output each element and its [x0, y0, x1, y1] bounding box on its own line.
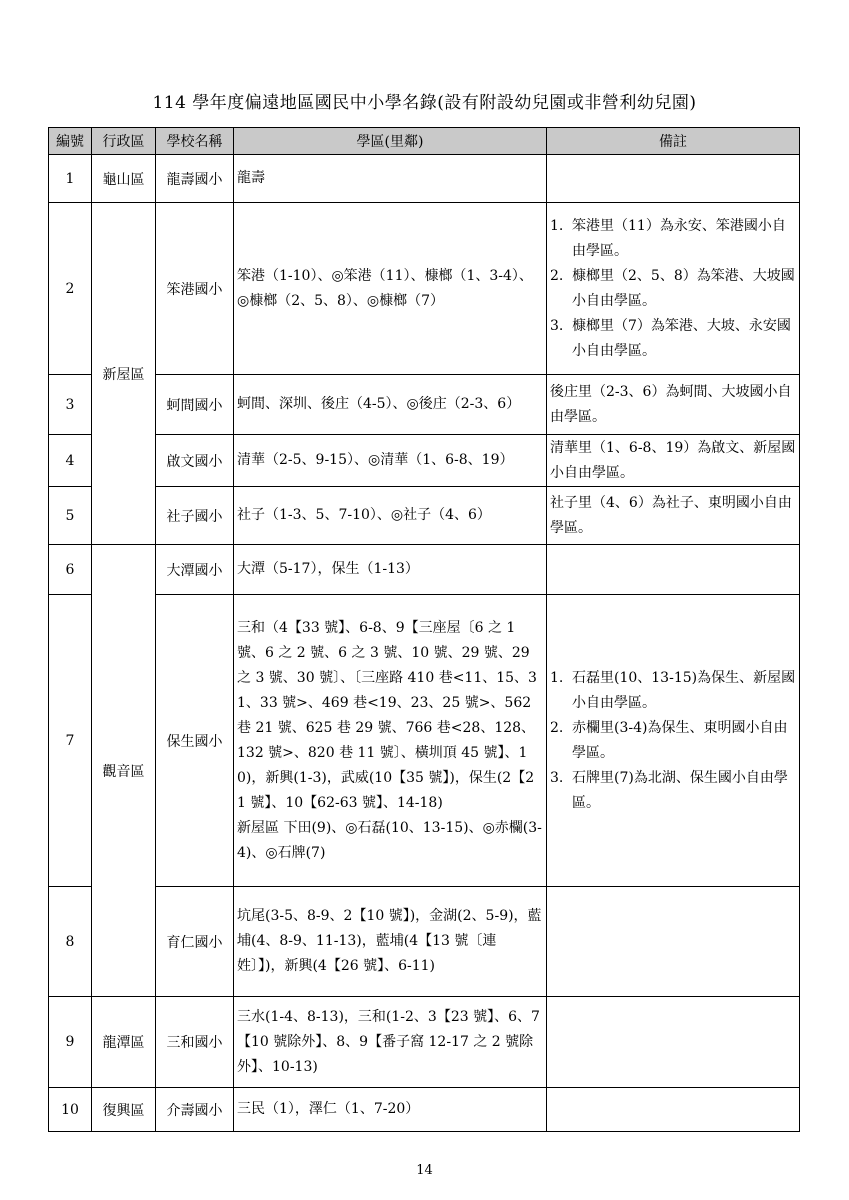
note-item: 2. 槺榔里（2、5、8）為笨港、大坡國小自由學區。	[550, 267, 795, 309]
note-item: 2. 赤欄里(3-4)為保生、東明國小自由學區。	[550, 719, 788, 761]
area-cell	[234, 595, 547, 887]
school-cell: 大潭國小	[156, 545, 234, 595]
notes-cell	[547, 203, 800, 375]
row-number: 3	[49, 375, 92, 435]
area-text-secondary: 新屋區 下田(9)、◎石磊(10、13-15)、◎赤欄(3-4)、◎石牌(7)	[237, 819, 542, 861]
area-cell: 三水(1-4、8-13)，三和(1-2、3【23 號】、6、7【10 號除外】、8、9【番子窩 12-17 之 2 號除外】、10-13)	[234, 997, 547, 1088]
notes-cell	[547, 155, 800, 203]
notes-cell	[547, 487, 800, 545]
area-cell: 龍壽	[234, 155, 547, 203]
area-text: 三和（4【33 號】、6-8、9【三座屋〔6 之 1 號、6 之 2 號、6 之 3 號、10 號、29 號、29 之 3 號、30 號〕、〔三座路 410 巷<11、15、31、33 號>、469 巷<19、23、25 號>、562 巷 21 號、625 巷 29 號、766 巷<28、128、132 號>、820 巷 11 號〕、橫圳頂 45 號】、10)，新興(1-3)，武威(10【35 號】)，保生(2【21 號】、10【62-63 號】、14-18)	[237, 619, 537, 811]
area-cell: 蚵間、深圳、後庄（4-5）、◎後庄（2-3、6）	[234, 375, 547, 435]
page-number: 14	[416, 1163, 433, 1178]
row-number: 10	[49, 1088, 92, 1132]
notes-cell	[547, 1088, 800, 1132]
table-row	[49, 1088, 800, 1132]
school-cell: 啟文國小	[156, 435, 234, 487]
table-row	[49, 375, 800, 435]
row-number: 8	[49, 887, 92, 997]
school-cell: 笨港國小	[156, 203, 234, 375]
school-cell: 龍壽國小	[156, 155, 234, 203]
school-table	[48, 127, 800, 1132]
district-cell: 龜山區	[92, 155, 156, 203]
note-item: 1. 石磊里(10、13-15)為保生、新屋國小自由學區。	[550, 669, 796, 711]
header-notes: 備註	[547, 128, 800, 155]
table-row	[49, 595, 800, 887]
area-cell: 大潭（5-17），保生（1-13）	[234, 545, 547, 595]
school-cell: 三和國小	[156, 997, 234, 1088]
district-cell: 復興區	[92, 1088, 156, 1132]
table-row	[49, 203, 800, 375]
school-cell: 保生國小	[156, 595, 234, 887]
header-area: 學區(里鄰)	[234, 128, 547, 155]
notes-cell	[547, 887, 800, 997]
table-row	[49, 997, 800, 1088]
district-cell: 新屋區	[92, 203, 156, 545]
table-row	[49, 887, 800, 997]
row-number: 9	[49, 997, 92, 1088]
district-cell: 龍潭區	[92, 997, 156, 1088]
school-cell: 社子國小	[156, 487, 234, 545]
row-number: 2	[49, 203, 92, 375]
note-item: 1. 笨港里（11）為永安、笨港國小自由學區。	[550, 217, 786, 259]
area-cell: 社子（1-3、5、7-10）、◎社子（4、6）	[234, 487, 547, 545]
school-cell: 蚵間國小	[156, 375, 234, 435]
row-number: 1	[49, 155, 92, 203]
header-school: 學校名稱	[156, 128, 234, 155]
note-text: 清華里（1、6-8、19）為啟文、新屋國小自由學區。	[550, 439, 796, 481]
row-number: 4	[49, 435, 92, 487]
table-row	[49, 545, 800, 595]
notes-list	[550, 214, 796, 364]
notes-cell	[547, 595, 800, 887]
row-number: 7	[49, 595, 92, 887]
notes-cell	[547, 375, 800, 435]
notes-cell	[547, 997, 800, 1088]
school-cell: 介壽國小	[156, 1088, 234, 1132]
row-number: 6	[49, 545, 92, 595]
table-row	[49, 487, 800, 545]
notes-cell	[547, 545, 800, 595]
document-title: 114 學年度偏遠地區國民中小學名錄(設有附設幼兒園或非營利幼兒園)	[152, 93, 697, 113]
note-text: 後庄里（2-3、6）為蚵間、大坡國小自由學區。	[550, 383, 792, 425]
note-item: 3. 石牌里(7)為北湖、保生國小自由學區。	[550, 769, 788, 811]
note-item: 3. 槺榔里（7）為笨港、大坡、永安國小自由學區。	[550, 317, 791, 359]
header-district: 行政區	[92, 128, 156, 155]
area-cell: 坑尾(3-5、8-9、2【10 號】)，金湖(2、5-9)，藍埔(4、8-9、11-13)，藍埔(4【13 號〔連姓〕】)，新興(4【26 號】、6-11)	[234, 887, 547, 997]
table-row	[49, 155, 800, 203]
row-number: 5	[49, 487, 92, 545]
header-row	[49, 128, 800, 155]
note-text: 社子里（4、6）為社子、東明國小自由學區。	[550, 494, 792, 536]
table-row	[49, 435, 800, 487]
area-cell: 笨港（1-10）、◎笨港（11）、槺榔（1、3-4）、◎槺榔（2、5、8）、◎槺榔（7）	[234, 203, 547, 375]
area-cell: 三民（1），澤仁（1、7-20）	[234, 1088, 547, 1132]
notes-cell	[547, 435, 800, 487]
area-cell: 清華（2-5、9-15）、◎清華（1、6-8、19）	[234, 435, 547, 487]
notes-list	[550, 666, 796, 816]
district-cell: 觀音區	[92, 545, 156, 997]
school-cell: 育仁國小	[156, 887, 234, 997]
header-no: 編號	[49, 128, 92, 155]
